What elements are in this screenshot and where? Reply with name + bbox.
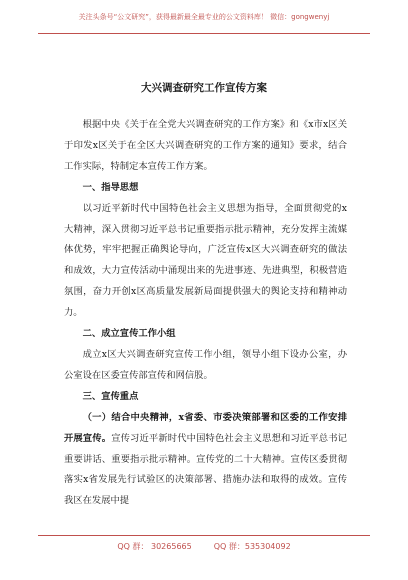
intro-paragraph: 根据中央《关于在全党大兴调查研究的工作方案》和《x市x区关于印发x区关于在全区大兴调查研究的工作方案的通知》要求，结合工作实际，特制定本宣传工作方案。: [64, 119, 347, 172]
footer: [0, 541, 408, 552]
section-heading-2: 二、成立宣传工作小组: [82, 328, 176, 340]
section-paragraph-3: [64, 408, 347, 513]
section-heading-1: 一、指导思想: [82, 181, 139, 193]
header-divider: [38, 33, 370, 34]
header-notice: 关注头条号“公文研究”，获得最新最全最专业的公文资料库！ 微信：gongwenyj: [78, 13, 330, 21]
section-paragraph-2: 成立x区大兴调查研究宣传工作小组，领导小组下设办公室，办公室设在区委宣传部宣传和网信股。: [64, 348, 347, 381]
section-heading-3: 三、宣传重点: [82, 390, 139, 402]
section-paragraph-1: 以习近平新时代中国特色社会主义思想为指导，全面贯彻党的x大精神，深入贯彻习近平总书记重要指示批示精神，充分发挥主流媒体优势，牢牢把握正确舆论导向，广泛宣传x区大兴调查研究的做法和成效，大力宣传活动中涌现出来的先进事迹、先进典型，积极营造氛围，奋力开创x区高质量发展新局面提供强大的舆论支持和精神动力。: [64, 202, 347, 319]
footer-qq-group-1: QQ 群： 30265665: [117, 542, 192, 551]
subsection-heading: （一）结合中央精神，x省委、市委决策部署和区委的工作安排开展宣传。: [64, 411, 347, 444]
subsection-text: 宣传习近平新时代中国特色社会主义思想和习近平总书记重要讲话、重要指示批示精神。宣传党的二十大精神。宣传区委贯彻落实x省发展先行试验区的决策部署、措施办法和取得的成效。宣传我区在发展中提: [64, 432, 347, 507]
document-body: [64, 115, 347, 512]
document-title: 大兴调查研究工作宣传方案: [141, 82, 267, 94]
footer-qq-group-2: QQ 群：535304092: [213, 542, 291, 551]
footer-divider: [38, 535, 370, 536]
